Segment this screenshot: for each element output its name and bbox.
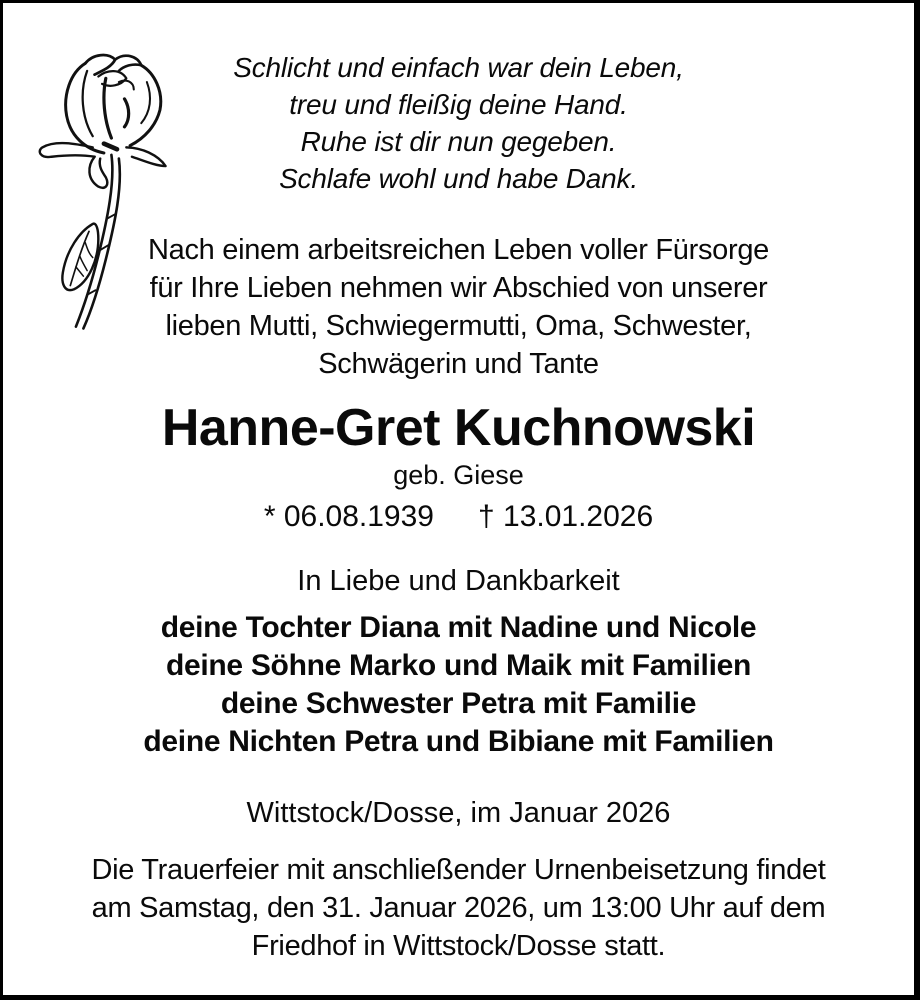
funeral-line: Die Trauerfeier mit anschließender Urnenbeisetzung findet	[91, 854, 826, 886]
mourner-line: deine Nichten Petra und Bibiane mit Familien	[143, 725, 774, 758]
announcement-line: Nach einem arbeitsreichen Leben voller Fürsorge	[147, 234, 769, 266]
mourner-line: deine Tochter Diana mit Nadine und Nicole	[160, 611, 757, 644]
poem-line: treu und fleißig deine Hand.	[289, 89, 628, 120]
announcement-line: lieben Mutti, Schwiegermutti, Oma, Schwester,	[165, 310, 752, 342]
rose-icon	[33, 45, 173, 345]
mourner-line: deine Schwester Petra mit Familie	[220, 687, 697, 720]
funeral-line: am Samstag, den 31. Januar 2026, um 13:00 Uhr auf dem	[91, 892, 826, 924]
life-dates	[3, 499, 914, 535]
funeral-info-paragraph	[3, 851, 914, 965]
mourners-list	[3, 609, 914, 761]
death-date: † 13.01.2026	[477, 500, 654, 533]
funeral-line: Friedhof in Wittstock/Dosse statt.	[251, 930, 666, 962]
poem-line: Schlafe wohl und habe Dank.	[279, 163, 638, 194]
mourner-line: deine Söhne Marko und Maik mit Familien	[165, 649, 752, 682]
poem-line: Schlicht und einfach war dein Leben,	[233, 52, 684, 83]
place-and-date: Wittstock/Dosse, im Januar 2026	[246, 797, 671, 829]
poem-line: Ruhe ist dir nun gegeben.	[300, 126, 617, 157]
announcement-line: Schwägerin und Tante	[318, 348, 599, 380]
mourners-intro: In Liebe und Dankbarkeit	[297, 565, 620, 597]
announcement-line: für Ihre Lieben nehmen wir Abschied von unserer	[149, 272, 768, 304]
maiden-name: geb. Giese	[393, 460, 524, 490]
birth-date: * 06.08.1939	[263, 500, 434, 533]
rose-illustration	[33, 45, 173, 345]
deceased-name: Hanne-Gret Kuchnowski	[161, 399, 756, 457]
